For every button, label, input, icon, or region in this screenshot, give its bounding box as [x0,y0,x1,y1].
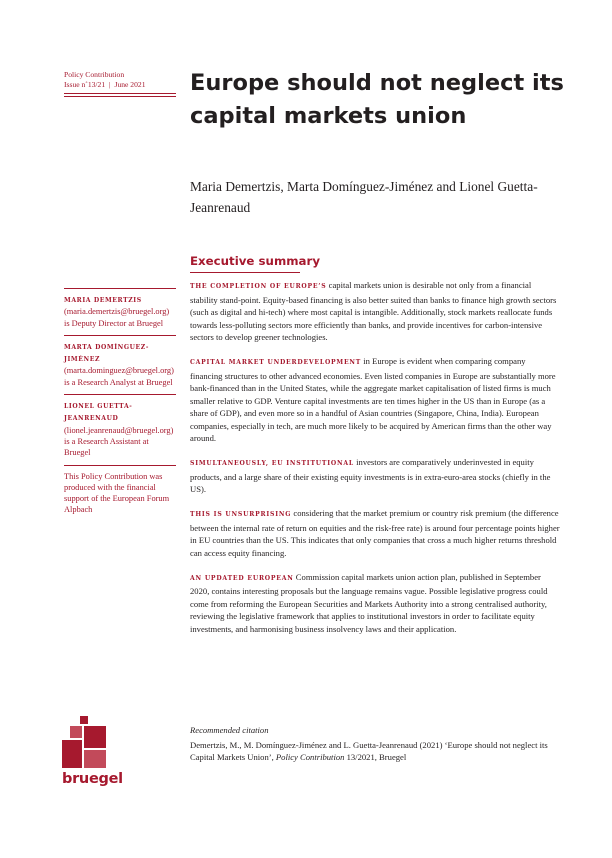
sidebar-author-bio: (maria.demertzis@bruegel.org) is Deputy Director at Bruegel [64,307,170,328]
sidebar-author-block [64,335,176,394]
sidebar-author-name: LIONEL GUETTA-JEANRENAUD [64,403,133,423]
sidebar-author-block [64,394,176,464]
citation-text-before: Demertzis, M., M. Domínguez-Jiménez and L. Guetta-Jeanrenaud (2021) ‘Europe should not neglect its Capital Markets Union’, [190,739,548,762]
paragraph-text: Commission capital markets union action plan, published in September 2020, contains interesting proposals but the language remains vague. Possible legislative progress could come from reforming the European Securities and Markets Authority into a strong centralised authority, reviewing the legislative framework that applies to institutional investors in order to facilitate equity investments, and harmonising business insolvency laws and their application. [190,571,548,634]
author-sidebar [64,288,176,522]
issue-date: June 2021 [114,80,146,89]
sidebar-author-block [64,288,176,335]
recommended-citation [190,724,560,764]
summary-paragraph [190,571,560,636]
citation-series: Policy Contribution [275,752,345,762]
paragraph-lead: AN UPDATED EUROPEAN [190,574,294,582]
series-header [64,70,180,90]
support-note-text: This Policy Contribution was produced with the financial support of the European Forum Alpbach [64,471,170,515]
paragraph-lead: SIMULTANEOUSLY, EU INSTITUTIONAL [190,460,354,467]
paragraph-text: investors are comparatively underinvested in equity products, and a large share of their existing equity investments is in extra-euro-area stocks (chiefly in the US). [190,457,551,494]
page-title: Europe should not neglect its capital markets union [190,70,564,129]
executive-summary-body [190,279,560,647]
citation-text [190,739,560,764]
paragraph-lead: THIS IS UNSURPRISING [190,511,292,518]
sidebar-support-note [64,465,176,522]
sidebar-author-bio: (marta.dominguez@bruegel.org) is a Research Analyst at Bruegel [64,366,174,387]
header-rule-top [64,93,176,94]
series-name: Policy Contribution [64,70,125,79]
summary-paragraph [190,507,560,559]
paragraph-lead: THE COMPLETION OF EUROPE’S [190,283,327,290]
paragraph-text: considering that the market premium or country risk premium (the difference between the internal rate of return on equities and the risk-free rate) is around four percentage points higher in EU countries than the US. This indicates that only companies that cross a much higher returns threshold can access equity financing. [190,508,560,558]
summary-paragraph [190,456,560,496]
executive-summary-heading: Executive summary [190,254,321,268]
citation-heading: Recommended citation [190,725,269,735]
executive-summary-rule [190,272,300,273]
summary-paragraph [190,355,560,445]
sidebar-author-bio: (lionel.jeanrenaud@bruegel.org) is a Research Assistant at Bruegel [64,425,174,458]
paragraph-text: in Europe is evident when comparing company financing structures to other advanced economies. Even listed companies in Europe are substantially more bank-financed than in the United States, while the aggregate market capitalisation of listed firms is much smaller relative to GDP. Venture capital investments are ten times higher in the US than in Europe (as a share of GDP), and even more so in a handful of Asian countries (Singapore, China, India). European companies, especially in tech, are much more likely to be acquired by American firms than the other way around. [190,356,556,443]
sidebar-author-name: MARIA DEMERTZIS [64,297,142,304]
citation-text-after: 13/2021, Bruegel [344,752,407,762]
paragraph-text: capital markets union is desirable not only from a financial stability stand-point. Equity-based financing is also better suited than banks to finance high growth sectors (such as digital and hi-tech) where most capital is intangible. Additionally, stock markets reallocate funds towards less-polluting sectors more efficiently than banks, and provide incentives for carbon-intensive sectors to develop greener technologies. [190,280,557,342]
sidebar-author-name: MARTA DOMÍNGUEZ-JIMÉNEZ [64,343,149,364]
bruegel-logo [62,716,126,792]
header-rule-bottom [64,96,176,97]
bruegel-wordmark: bruegel [62,771,123,787]
issue-number: Issue n˚13/21 [64,80,106,89]
author-line: Maria Demertzis, Marta Domínguez-Jiménez and Lionel Guetta-Jeanrenaud [190,179,538,215]
summary-paragraph [190,279,560,344]
issue-separator: | [109,80,111,89]
paragraph-lead: CAPITAL MARKET UNDERDEVELOPMENT [190,359,362,366]
issue-line [64,80,180,90]
